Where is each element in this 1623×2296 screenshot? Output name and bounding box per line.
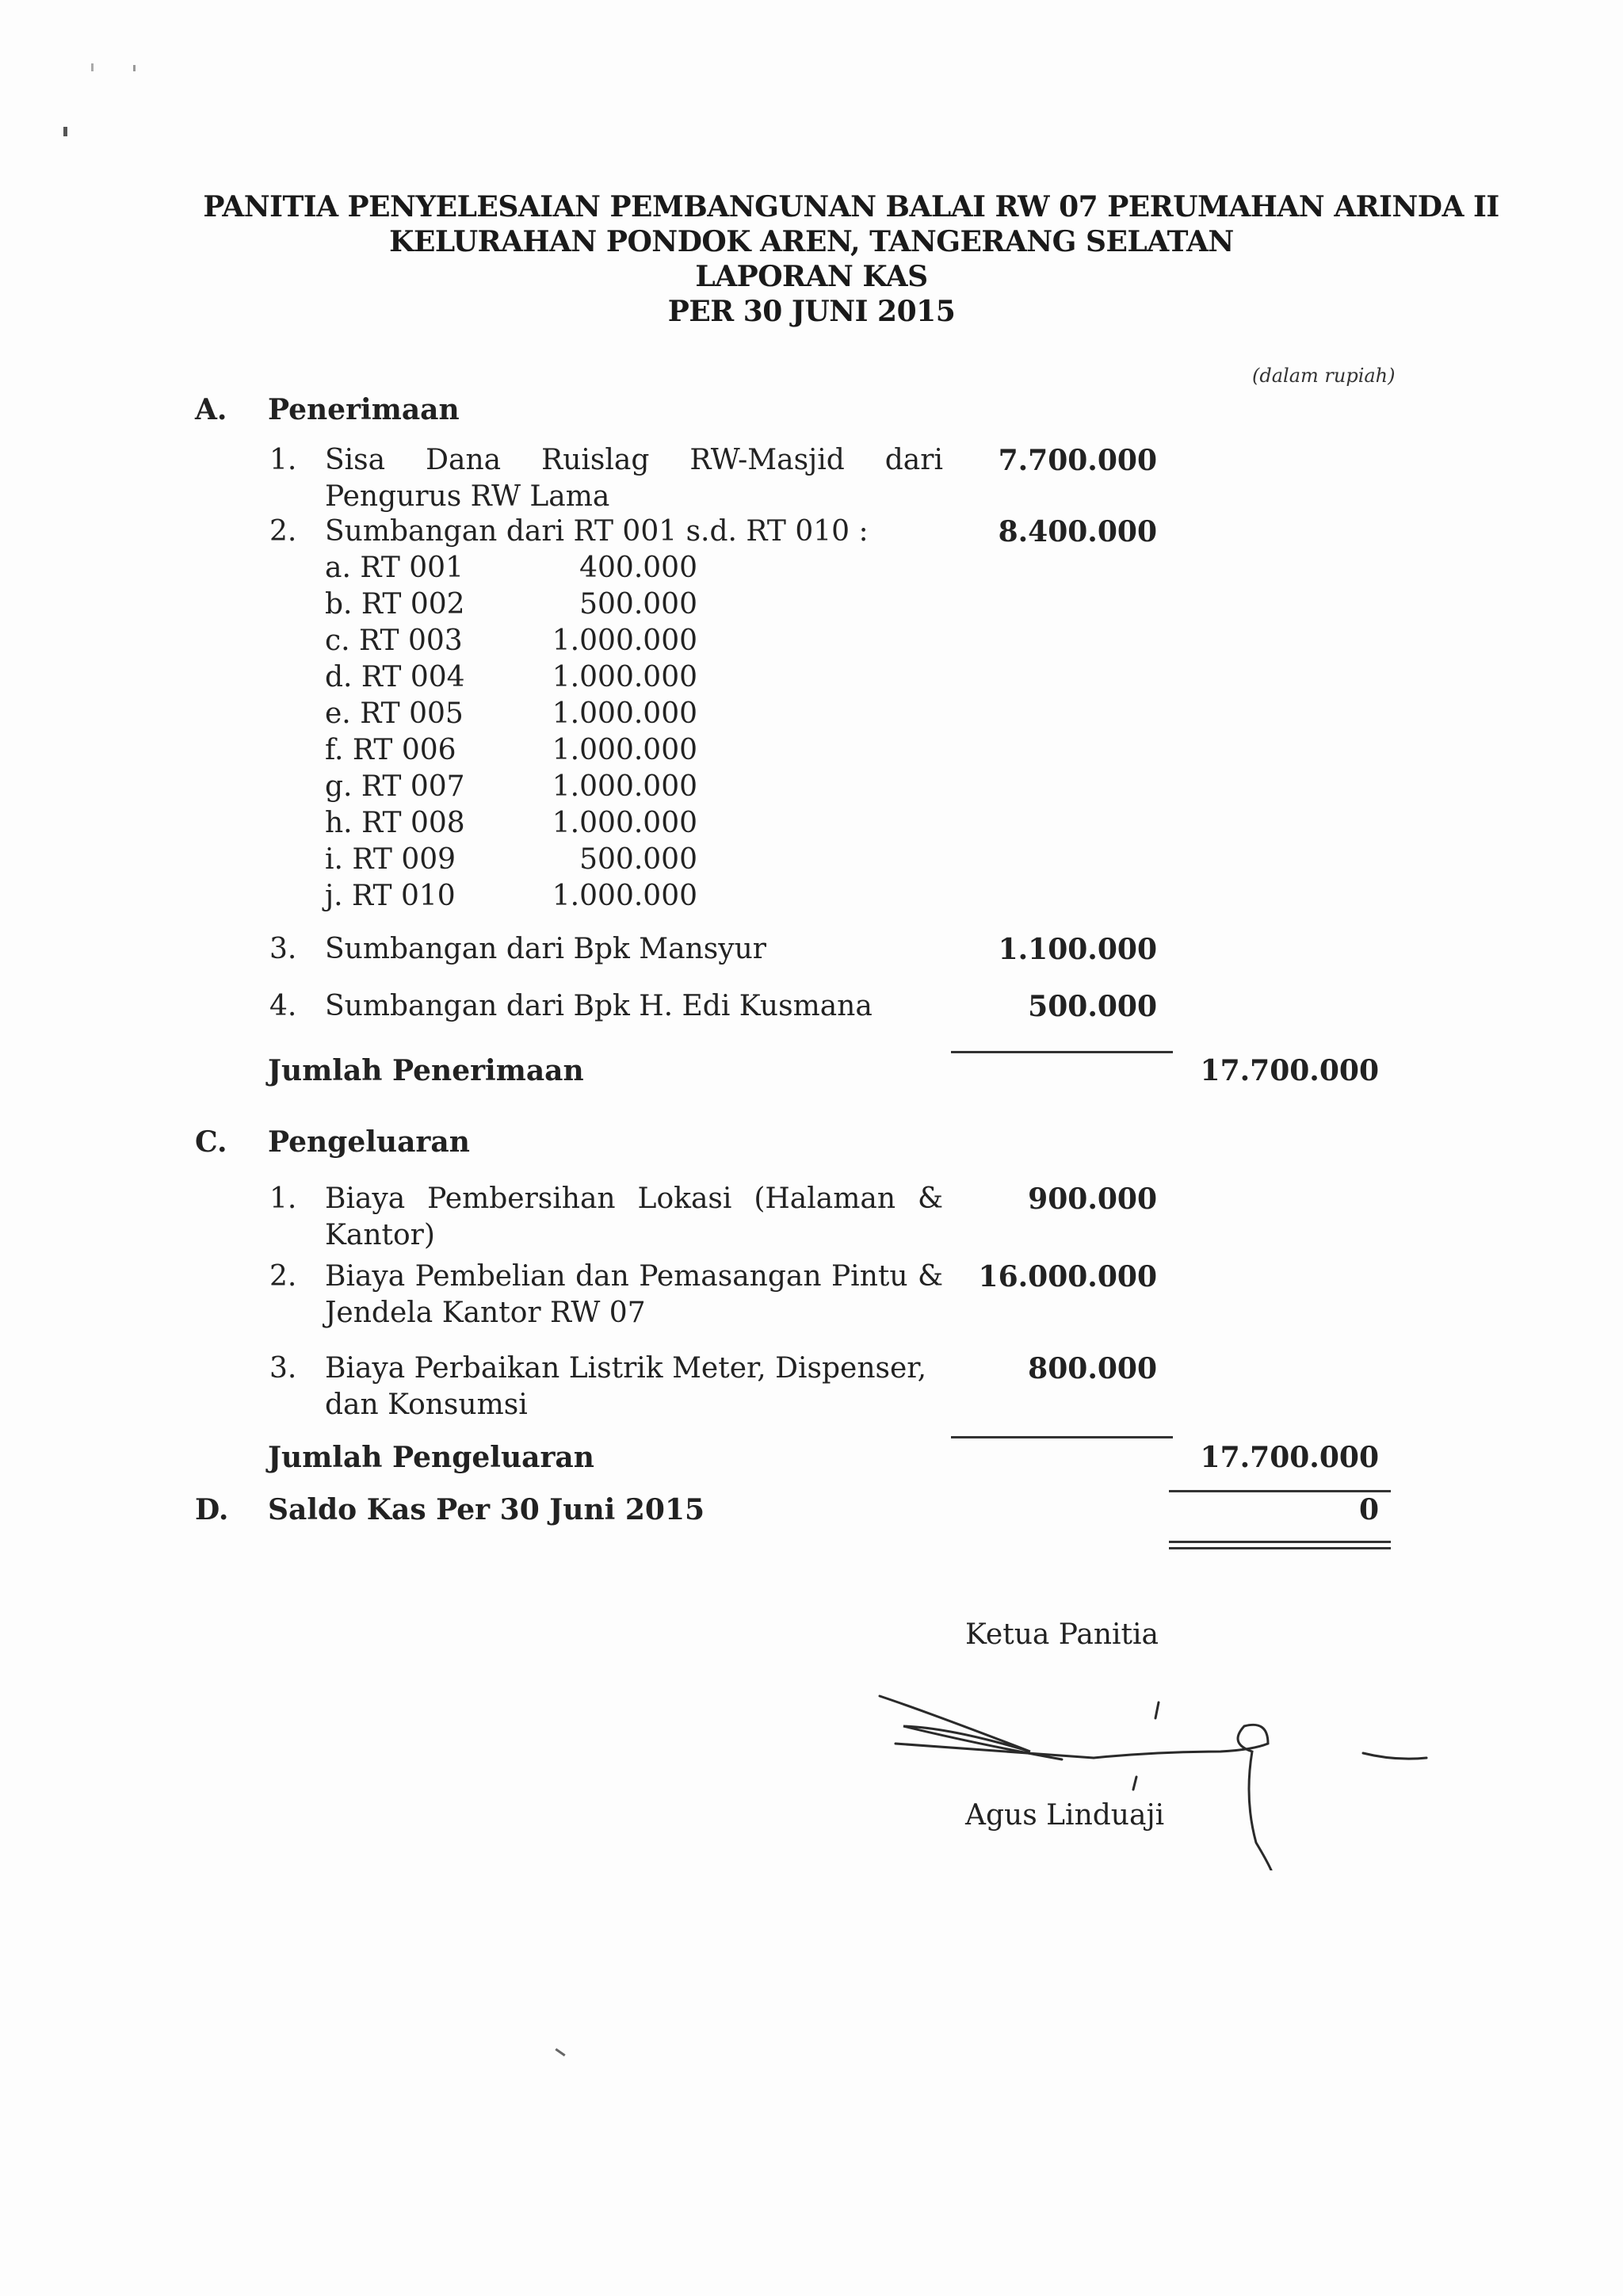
rt-row-label: h. RT 008: [325, 807, 465, 839]
receipt-item-4-number: 4.: [269, 990, 297, 1022]
scan-speck: [91, 63, 94, 71]
signatory-role: Ketua Panitia: [965, 1618, 1159, 1651]
rt-row-amount: 1.000.000: [552, 625, 697, 657]
rt-row-label: i. RT 009: [325, 843, 456, 876]
rt-row-label: d. RT 004: [325, 661, 465, 693]
rt-row-amount: 1.000.000: [552, 807, 697, 839]
rt-row-label: c. RT 003: [325, 625, 463, 657]
rt-row-amount: 1.000.000: [552, 734, 697, 766]
rt-row-amount: 1.000.000: [552, 770, 697, 803]
expense-item-1-number: 1.: [269, 1182, 297, 1215]
closing-balance-label: Saldo Kas Per 30 Juni 2015: [268, 1493, 705, 1526]
subtotal-rule: [951, 1436, 1173, 1438]
expense-item-2-number: 2.: [269, 1260, 297, 1293]
scan-speck: [63, 127, 67, 136]
report-title-line-2: KELURAHAN PONDOK AREN, TANGERANG SELATAN: [389, 225, 1234, 258]
expense-item-1-amount: 900.000: [1028, 1182, 1157, 1216]
signature-stroke: [1133, 1777, 1136, 1790]
signature-stroke: [1155, 1702, 1159, 1718]
currency-unit-note: (dalam rupiah): [1252, 365, 1396, 387]
receipt-item-2-label: Sumbangan dari RT 001 s.d. RT 010 :: [325, 515, 869, 548]
scan-speck: [133, 65, 136, 71]
receipt-item-1-number: 1.: [269, 444, 297, 476]
report-title-line-4: PER 30 JUNI 2015: [667, 295, 956, 328]
expenses-total-label: Jumlah Pengeluaran: [268, 1441, 594, 1474]
report-title-line-3: LAPORAN KAS: [695, 260, 928, 293]
receipt-item-1-label: Sisa Dana Ruislag RW-Masjid dari Pengurus RW Lama: [325, 444, 943, 513]
expense-item-3-number: 3.: [269, 1352, 297, 1385]
rt-row-label: b. RT 002: [325, 588, 465, 621]
rt-row-amount: 500.000: [579, 588, 697, 621]
expenses-total-amount: 17.700.000: [1200, 1441, 1379, 1474]
receipt-item-2-number: 2.: [269, 515, 297, 548]
rt-row-label: e. RT 005: [325, 697, 464, 730]
rt-row-label: f. RT 006: [325, 734, 456, 766]
receipt-item-3-label: Sumbangan dari Bpk Mansyur: [325, 933, 766, 965]
rt-row-amount: 400.000: [579, 552, 697, 584]
expense-item-2-label: Biaya Pembelian dan Pemasangan Pintu & Jendela Kantor RW 07: [325, 1260, 943, 1329]
rt-row-label: j. RT 010: [325, 880, 456, 912]
rt-row-amount: 1.000.000: [552, 880, 697, 912]
double-rule-top: [1169, 1541, 1391, 1543]
receipts-total-amount: 17.700.000: [1200, 1054, 1379, 1087]
receipt-item-4-amount: 500.000: [1028, 990, 1157, 1023]
handwritten-signature: [856, 1664, 1458, 1870]
receipt-item-3-number: 3.: [269, 933, 297, 965]
signatory-name: Agus Linduaji: [965, 1799, 1165, 1832]
receipt-item-4-label: Sumbangan dari Bpk H. Edi Kusmana: [325, 990, 873, 1022]
subtotal-rule: [951, 1051, 1173, 1053]
expense-item-3-label: Biaya Perbaikan Listrik Meter, Dispenser, dan Konsumsi: [325, 1352, 927, 1421]
double-rule-bottom: [1169, 1547, 1391, 1549]
section-d-letter: D.: [195, 1493, 229, 1526]
section-a-letter: A.: [195, 393, 227, 426]
rt-row-amount: 1.000.000: [552, 697, 697, 730]
rt-row-amount: 1.000.000: [552, 661, 697, 693]
closing-balance-amount: 0: [1358, 1493, 1379, 1526]
receipt-item-1-amount: 7.700.000: [998, 444, 1157, 477]
section-a-title: Penerimaan: [268, 393, 460, 426]
receipts-total-label: Jumlah Penerimaan: [268, 1054, 584, 1087]
rt-row-amount: 500.000: [579, 843, 697, 876]
rt-row-label: a. RT 001: [325, 552, 464, 584]
signature-stroke: [1363, 1753, 1426, 1759]
expense-item-3-amount: 800.000: [1028, 1352, 1157, 1385]
rt-row-label: g. RT 007: [325, 770, 465, 803]
receipt-item-3-amount: 1.100.000: [998, 933, 1157, 966]
scan-speck: [555, 2048, 565, 2056]
receipt-item-2-amount: 8.400.000: [998, 515, 1157, 548]
section-c-letter: C.: [195, 1125, 227, 1159]
report-title-line-1: PANITIA PENYELESAIAN PEMBANGUNAN BALAI RW 07 PERUMAHAN ARINDA II: [203, 190, 1499, 223]
expense-item-1-label: Biaya Pembersihan Lokasi (Halaman & Kantor): [325, 1182, 943, 1251]
section-c-title: Pengeluaran: [268, 1125, 470, 1159]
expense-item-2-amount: 16.000.000: [978, 1260, 1157, 1293]
